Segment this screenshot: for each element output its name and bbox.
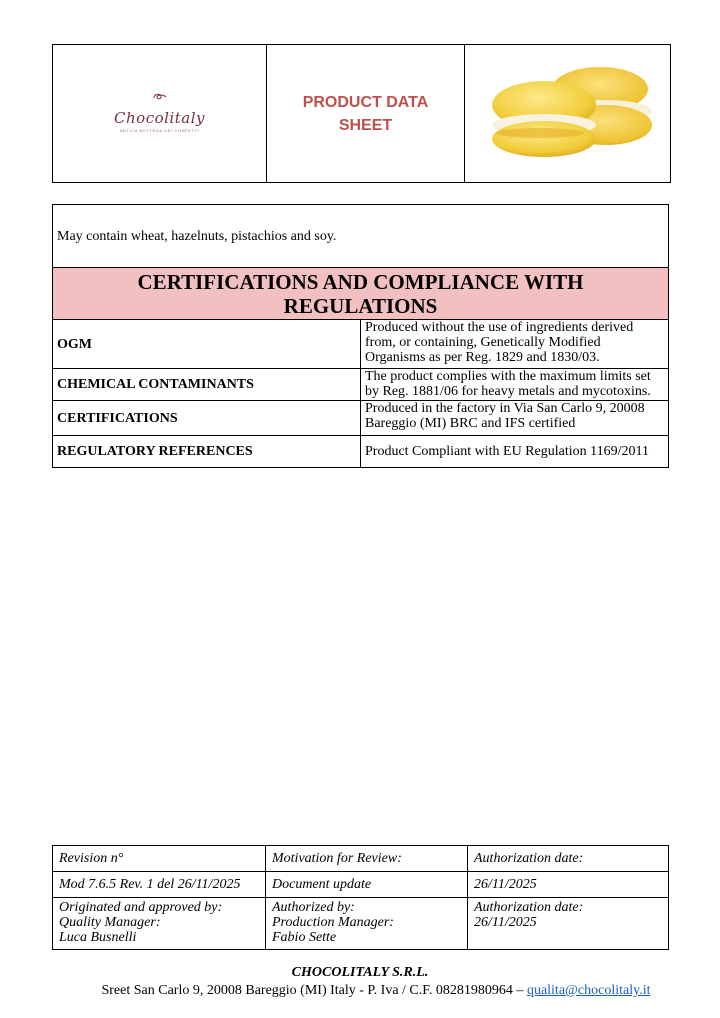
logo-tagline: ANTICA BOTTEGA DEI CONFETTI: [119, 127, 200, 133]
authorized-role: Production Manager:: [272, 915, 394, 930]
auth-date-header: Authorization date:: [468, 846, 669, 872]
revision-header: Revision n°: [53, 846, 266, 872]
allergen-statement: May contain wheat, hazelnuts, pistachios and soy.: [53, 205, 669, 268]
table-row: [53, 436, 669, 468]
row-key: OGM: [53, 320, 361, 369]
motivation-header: Motivation for Review:: [266, 846, 468, 872]
company-logo: [114, 91, 205, 133]
title-cell: [267, 45, 465, 183]
row-value: The product complies with the maximum limits set by Reg. 1881/06 for heavy metals and mycotoxins.: [361, 369, 669, 401]
auth-date-label: Authorization date:: [474, 900, 584, 915]
row-value: Produced without the use of ingredients derived from, or containing, Genetically Modified Organisms as per Reg. 1829 and 1830/03.: [361, 320, 669, 369]
auth-date-value: 26/11/2025: [468, 872, 669, 898]
row-key: REGULATORY REFERENCES: [53, 436, 361, 468]
motivation-value: Document update: [266, 872, 468, 898]
section-title: CERTIFICATIONS AND COMPLIANCE WITH REGULATIONS: [53, 268, 669, 320]
authorized-label: Authorized by:: [272, 900, 355, 915]
logo-cell: [53, 45, 267, 183]
row-value: Produced in the factory in Via San Carlo 9, 20008 Bareggio (MI) BRC and IFS certified: [361, 401, 669, 436]
auth-date-cell: [468, 898, 669, 950]
logo-swirl-icon: [151, 92, 169, 102]
sheet-title-line1: PRODUCT DATA: [302, 93, 429, 111]
logo-wordmark: Chocolitaly: [114, 108, 205, 127]
row-key: CHEMICAL CONTAMINANTS: [53, 369, 361, 401]
sheet-title-line2: SHEET: [338, 116, 393, 134]
sheet-title: [267, 91, 464, 137]
originated-label: Originated and approved by:: [59, 900, 223, 915]
authorized-name: Fabio Sette: [272, 930, 337, 945]
footer-email-link[interactable]: qualita@chocolitaly.it: [526, 983, 651, 998]
row-value: Product Compliant with EU Regulation 1169/2011: [361, 436, 669, 468]
authorized-cell: [266, 898, 468, 950]
table-row: [53, 320, 669, 369]
table-row: [53, 401, 669, 436]
product-image-cell: [465, 45, 671, 183]
footer-company: CHOCOLITALY S.R.L.: [291, 965, 429, 980]
auth-date-date: 26/11/2025: [474, 915, 537, 930]
row-key: CERTIFICATIONS: [53, 401, 361, 436]
footer-address: [16, 983, 720, 999]
certifications-table: [52, 204, 669, 468]
revision-value: Mod 7.6.5 Rev. 1 del 26/11/2025: [53, 872, 266, 898]
revision-table: [52, 845, 669, 950]
originated-role: Quality Manager:: [59, 915, 161, 930]
header-table: [52, 44, 671, 183]
originated-name: Luca Busnelli: [59, 930, 137, 945]
macaron-image: [478, 61, 658, 161]
originated-cell: [53, 898, 266, 950]
table-row: [53, 369, 669, 401]
footer-address-text: Sreet San Carlo 9, 20008 Bareggio (MI) Italy - P. Iva / C.F. 08281980964 –: [101, 983, 524, 998]
